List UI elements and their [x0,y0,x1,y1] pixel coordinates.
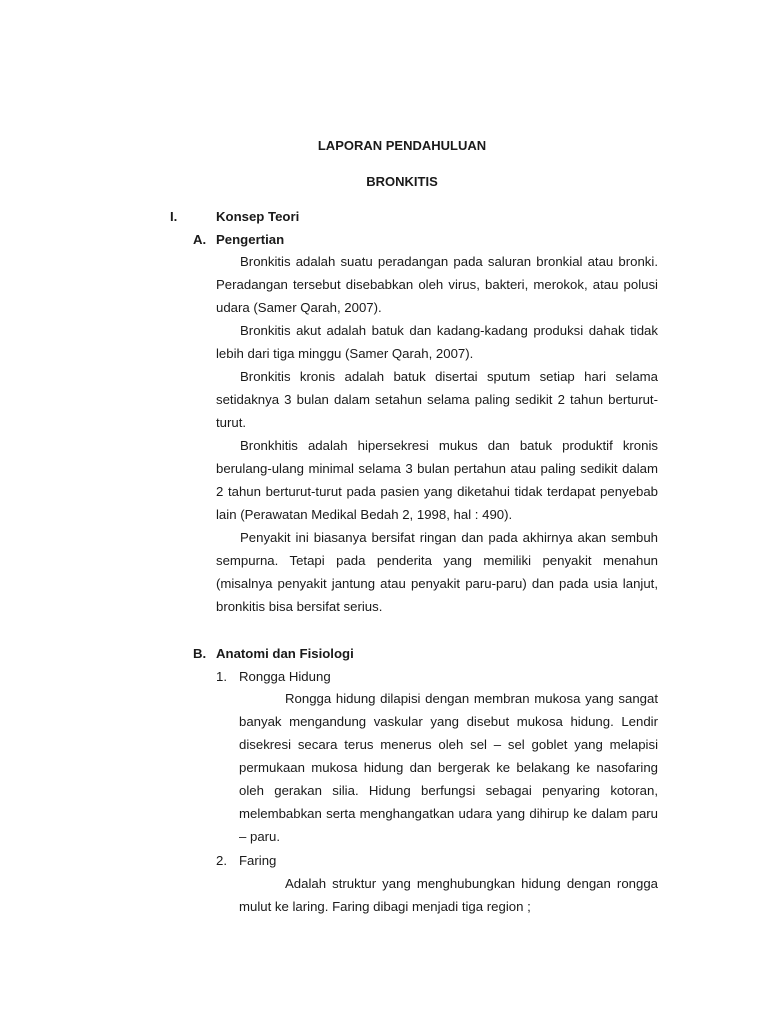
list-item-text: Rongga hidung dilapisi dengan membran mukosa yang sangat banyak mengandung vaskular yang disebut mukosa hidung. Lendir disekresi secara terus menerus oleh sel – sel goblet yang melapisi permukaan mukosa hidung dan bergerak ke belakang ke nasofaring oleh gerakan silia. Hidung berfungsi sebagai penyaring kotoran, melembabkan serta menghangatkan udara yang dihirup ke dalam paru – paru. [239,691,658,844]
paragraph: Penyakit ini biasanya bersifat ringan dan pada akhirnya akan sembuh sempurna. Tetapi pada penderita yang memiliki penyakit menahun (misalnya penyakit jantung atau penyakit paru-paru) dan pada usia lanjut, bronkitis bisa bersifat serius. [216,530,658,614]
list-number: 2. [216,853,227,868]
subsection-heading: Anatomi dan Fisiologi [216,646,354,661]
section-heading: Konsep Teori [216,209,300,224]
list-item-title: Faring [239,853,277,868]
paragraph: Bronkitis akut adalah batuk dan kadang-kadang produksi dahak tidak lebih dari tiga minggu (Samer Qarah, 2007). [216,323,658,361]
list-item-title: Rongga Hidung [239,669,331,684]
subsection-heading: Pengertian [216,232,285,247]
paragraph: Bronkitis adalah suatu peradangan pada saluran bronkial atau bronki. Peradangan tersebut disebabkan oleh virus, bakteri, merokok, atau polusi udara (Samer Qarah, 2007). [216,254,658,315]
list-number: 1. [216,669,227,684]
section-numeral: I. [170,209,178,224]
subsection-letter: B. [193,646,207,661]
subsection-letter: A. [193,232,207,247]
document-subtitle: BRONKITIS [366,174,438,189]
list-item-text: Adalah struktur yang menghubungkan hidung dengan rongga mulut ke laring. Faring dibagi menjadi tiga region ; [239,876,658,914]
paragraph: Bronkhitis adalah hipersekresi mukus dan batuk produktif kronis berulang-ulang minimal selama 3 bulan pertahun atau paling sedikit dalam 2 tahun berturut-turut pada pasien yang diketahui tidak terdapat penyebab lain (Perawatan Medikal Bedah 2, 1998, hal : 490). [216,438,658,522]
document-title: LAPORAN PENDAHULUAN [317,138,487,153]
paragraph: Bronkitis kronis adalah batuk disertai sputum setiap hari selama setidaknya 3 bulan dalam setahun selama paling sedikit 2 tahun berturut-turut. [216,369,658,430]
